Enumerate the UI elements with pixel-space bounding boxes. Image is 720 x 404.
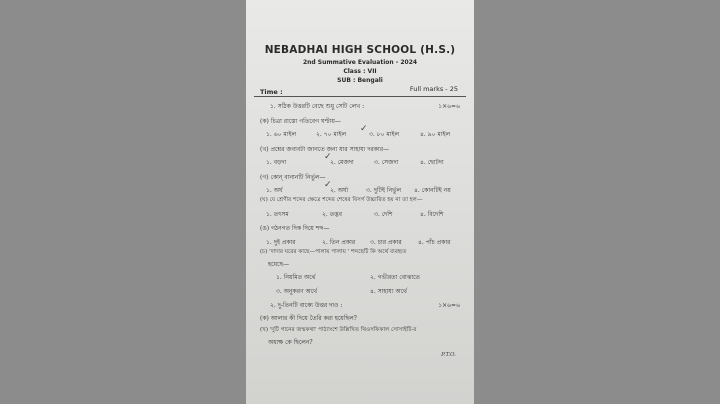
q2a-text: (ক) আলার কী দিয়ে তৈরি করা হয়েছিল? xyxy=(260,315,357,322)
q1d-opt3: ৩. দেশি xyxy=(374,211,393,218)
header-rule xyxy=(254,96,466,97)
class-label: Class : VII xyxy=(343,68,377,75)
left-blur-band xyxy=(0,0,246,404)
q2-title: ২. দু-তিনটি বাক্যে উত্তর দাও : xyxy=(270,302,343,309)
q1e-opt2: ২. তিন প্রকার xyxy=(322,239,356,246)
q1c-opt4: ৪. কোনটিই নয় xyxy=(414,187,451,194)
subject-label: SUB : Bengali xyxy=(337,77,383,84)
q1a-text: (ক) চিত্রা রাস্তো গতিবেগ ঘণ্টায়— xyxy=(260,118,341,125)
q2-marks: ১×৬=৬ xyxy=(438,302,460,309)
q1d-opt4: ৪. বিদেশি xyxy=(420,211,444,218)
q1b-opt2: ২. মেজদা xyxy=(330,159,354,166)
q1-marks: ১×৬=৬ xyxy=(438,103,460,110)
q1f-text-line2: হয়েছে— xyxy=(268,261,290,268)
q1d-opt2: ২. তদ্ভব xyxy=(322,211,342,218)
q1e-opt3: ৩. চার প্রকার xyxy=(370,239,402,246)
q1c-opt3: ৩. দুটিই নির্ভুল xyxy=(366,187,402,194)
q1b-opt1: ১. বড়দা xyxy=(266,159,287,166)
q1a-opt2: ২. ৭০ মাইল xyxy=(316,131,347,138)
answer-tick-icon: ✓ xyxy=(324,180,332,190)
q1e-text: (ঙ) গঠনগত দিক দিয়ে শব্দ— xyxy=(260,225,330,232)
exam-title: 2nd Summative Evaluation - 2024 xyxy=(302,59,418,66)
q1d-text: (ঘ) যে শ্রেণীর শব্দের ক্ষেত্রে শব্দের শেষের বিসর্গ উচ্চারিত হয় না তা হল— xyxy=(260,197,423,203)
q1f-opt3: ৩. অনুকরণ অর্থে xyxy=(276,288,318,295)
q1f-opt1: ১. নিয়মিত অর্থে xyxy=(276,274,316,281)
answer-tick-icon: ✓ xyxy=(324,152,332,162)
full-marks: Full marks - 25 xyxy=(409,85,458,93)
q1a-opt1: ১. ৬০ মাইল xyxy=(266,131,297,138)
q1c-text: (গ) কোন্ বানানটি নির্ভুল— xyxy=(260,174,326,181)
school-name: NEBADHAI HIGH SCHOOL (H.S.) xyxy=(264,44,456,56)
q2b-text-line1: (খ) 'দুটি গানের জন্মকথা' পাঠ্যাংশে উল্লিখিত থিওসফিকাল সোসাইটি-র xyxy=(260,327,417,333)
q1a-opt3: ৩. ৮০ মাইল xyxy=(369,131,400,138)
question-paper xyxy=(246,0,474,404)
q1f-text-line1: (চ) 'দাদার ঘরের কাছে—পালায় পালায় ' শব্দছেটি কি অর্থে ব্যবহৃত xyxy=(260,249,407,255)
q2b-text-line2: অধ্যক্ষ কে ছিলেন? xyxy=(268,339,313,346)
q1a-opt4: ৪. ৯০ মাইল xyxy=(420,131,451,138)
q1e-opt4: ৪. পাঁচ প্রকার xyxy=(418,239,451,246)
q1b-text: (খ) প্রশ্নের জবাবটা জানতে জন্য যার সাহায্য দরকার— xyxy=(260,146,390,153)
pto-note: P.T.O. xyxy=(441,352,456,358)
q1c-opt1: ১. অর্ঘ xyxy=(266,187,283,194)
q1f-opt2: ২. গভীরতা বোঝাতে xyxy=(370,274,420,281)
time-label: Time : xyxy=(260,88,283,96)
q1b-opt4: ৪. ছোটদা xyxy=(420,159,444,166)
right-blur-band xyxy=(474,0,720,404)
q1f-opt4: ৪. সাহায্য অর্থে xyxy=(370,288,407,295)
q1b-opt3: ৩. সেজদা xyxy=(374,159,399,166)
q1e-opt1: ১. দুই প্রকার xyxy=(266,239,296,246)
q1-title: ১. সঠিক উত্তরটি বেছে শুধু সেটি লেখ : xyxy=(270,103,365,110)
answer-tick-icon: ✓ xyxy=(360,124,368,134)
q1d-opt1: ১. তৎসম xyxy=(266,211,289,218)
q1c-opt2: ২. অর্ঘ্য xyxy=(330,187,349,194)
